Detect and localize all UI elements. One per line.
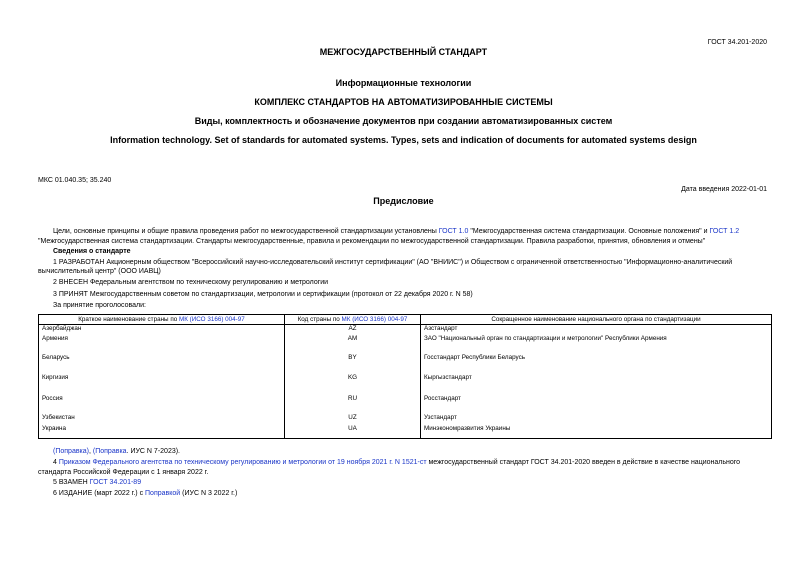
body-cell: ЗАО "Национальный орган по стандартизации и метрологии" Республики Армения — [421, 335, 772, 354]
amendment-tail-text: . ИУС N 7-2023). — [126, 448, 181, 455]
preface-paragraph-line2: "Межгосударственная система стандартизации. Стандарты межгосударственные, правила и рекомендации по межгосударственной стандартизации. Правила разработки, принятия, обновления и отмены" — [38, 238, 706, 245]
document-number: ГОСТ 34.201-2020 — [707, 39, 767, 46]
document-title: Виды, комплектность и обозначение документов при создании автоматизированных систем — [194, 116, 613, 126]
code-cell: AM — [285, 335, 421, 354]
introduction-date: Дата введения 2022-01-01 — [681, 186, 767, 193]
column-header-body: Сокращенное наименование национального органа по стандартизации — [421, 315, 772, 325]
item-6-text: 6 ИЗДАНИЕ (март 2022 г.) с — [53, 490, 146, 497]
body-cell: Минэкономразвития Украины — [421, 425, 772, 438]
table-row — [39, 395, 772, 414]
code-cell: KG — [285, 374, 421, 395]
item-4-line1 — [53, 459, 740, 466]
country-cell: Азербайджан — [39, 325, 285, 335]
item-3: 3 ПРИНЯТ Межгосударственным советом по стандартизации, метрологии и сертификации (протокол от 22 декабря 2020 г. N 58) — [53, 291, 473, 298]
code-cell: BY — [285, 354, 421, 375]
voting-states-table — [38, 314, 772, 439]
standard-type-title: МЕЖГОСУДАРСТВЕННЫЙ СТАНДАРТ — [319, 47, 488, 57]
table-row — [39, 414, 772, 425]
item-2: 2 ВНЕСЕН Федеральным агентством по техническому регулированию и метрологии — [53, 279, 329, 286]
table-header-row — [39, 315, 772, 325]
body-cell: Узстандарт — [421, 414, 772, 425]
gost-1-2-link[interactable]: ГОСТ 1.2 — [709, 228, 740, 235]
gost-34-201-89-link[interactable]: ГОСТ 34.201-89 — [89, 479, 142, 486]
preface-title: Предисловие — [373, 196, 434, 206]
separator-text: , — [89, 448, 93, 455]
code-cell: RU — [285, 395, 421, 414]
country-cell: Украина — [39, 425, 285, 438]
mk-iso-link[interactable]: МК (ИСО 3166) 004-97 — [341, 315, 408, 323]
item-number: 4 — [53, 459, 59, 466]
voted-label: За принятие проголосовали: — [53, 302, 146, 309]
item-4-text: межгосударственный стандарт ГОСТ 34.201-2020 введен в действие в качестве национального — [426, 459, 741, 466]
item-1-line2: вычислительный центр" (ООО ИАВЦ) — [38, 268, 161, 275]
amendment-link[interactable]: (Поправка — [92, 448, 127, 455]
table-row — [39, 325, 772, 335]
order-link[interactable]: Приказом Федерального агентства по техническому регулированию и метрологии от 19 ноября 2021 г. N 1521-ст — [58, 459, 427, 466]
preface-paragraph-line1 — [53, 228, 739, 235]
item-6 — [53, 490, 237, 497]
table-row — [39, 335, 772, 354]
item-5-text: 5 ВЗАМЕН — [53, 479, 90, 486]
body-cell: Росстандарт — [421, 395, 772, 414]
body-cell: Госстандарт Республики Беларусь — [421, 354, 772, 375]
item-6-tail-text: (ИУС N 3 2022 г.) — [180, 490, 238, 497]
info-heading: Сведения о стандарте — [53, 248, 131, 255]
table-row — [39, 374, 772, 395]
table-row — [39, 354, 772, 375]
amendment-link[interactable]: Поправкой — [145, 490, 181, 497]
country-cell: Россия — [39, 395, 285, 414]
english-title: Information technology. Set of standards for automated systems. Types, sets and indication of documents for automated systems design — [110, 135, 697, 145]
amendment-link[interactable]: (Поправка) — [53, 448, 89, 455]
amendment-line — [53, 448, 180, 455]
item-4-line2: стандарта Российской Федерации с 1 января 2022 г. — [38, 469, 209, 476]
country-cell: Армения — [39, 335, 285, 354]
column-header-text: Краткое наименование страны по — [78, 315, 179, 323]
gost-1-0-link[interactable]: ГОСТ 1.0 — [438, 228, 469, 235]
column-header-text: Код страны по — [297, 315, 342, 323]
mks-code: МКС 01.040.35; 35.240 — [38, 177, 112, 184]
column-header-country — [39, 315, 285, 325]
country-cell: Беларусь — [39, 354, 285, 375]
table-row — [39, 425, 772, 438]
code-cell: UZ — [285, 414, 421, 425]
code-cell: UA — [285, 425, 421, 438]
item-1-line1: 1 РАЗРАБОТАН Акционерным обществом "Всероссийский научно-исследовательский институт сертификации" (АО "ВНИИС") и Обществом с ограниченной ответственностью "Информационно-аналитический — [53, 259, 733, 266]
item-5 — [53, 479, 141, 486]
country-cell: Киргизия — [39, 374, 285, 395]
code-cell: AZ — [285, 325, 421, 335]
preface-text: Цели, основные принципы и общие правила проведения работ по межгосударственной стандартизации установлены — [53, 228, 439, 235]
preface-text: "Межгосударственная система стандартизации. Основные положения" и — [468, 228, 710, 235]
body-cell: Кыргызстандарт — [421, 374, 772, 395]
country-cell: Узбекистан — [39, 414, 285, 425]
mk-iso-link[interactable]: МК (ИСО 3166) 004-97 — [178, 315, 245, 323]
body-cell: Азстандарт — [421, 325, 772, 335]
field-title: Информационные технологии — [335, 78, 472, 88]
complex-title: КОМПЛЕКС СТАНДАРТОВ НА АВТОМАТИЗИРОВАННЫЕ СИСТЕМЫ — [254, 97, 553, 107]
column-header-code — [285, 315, 421, 325]
